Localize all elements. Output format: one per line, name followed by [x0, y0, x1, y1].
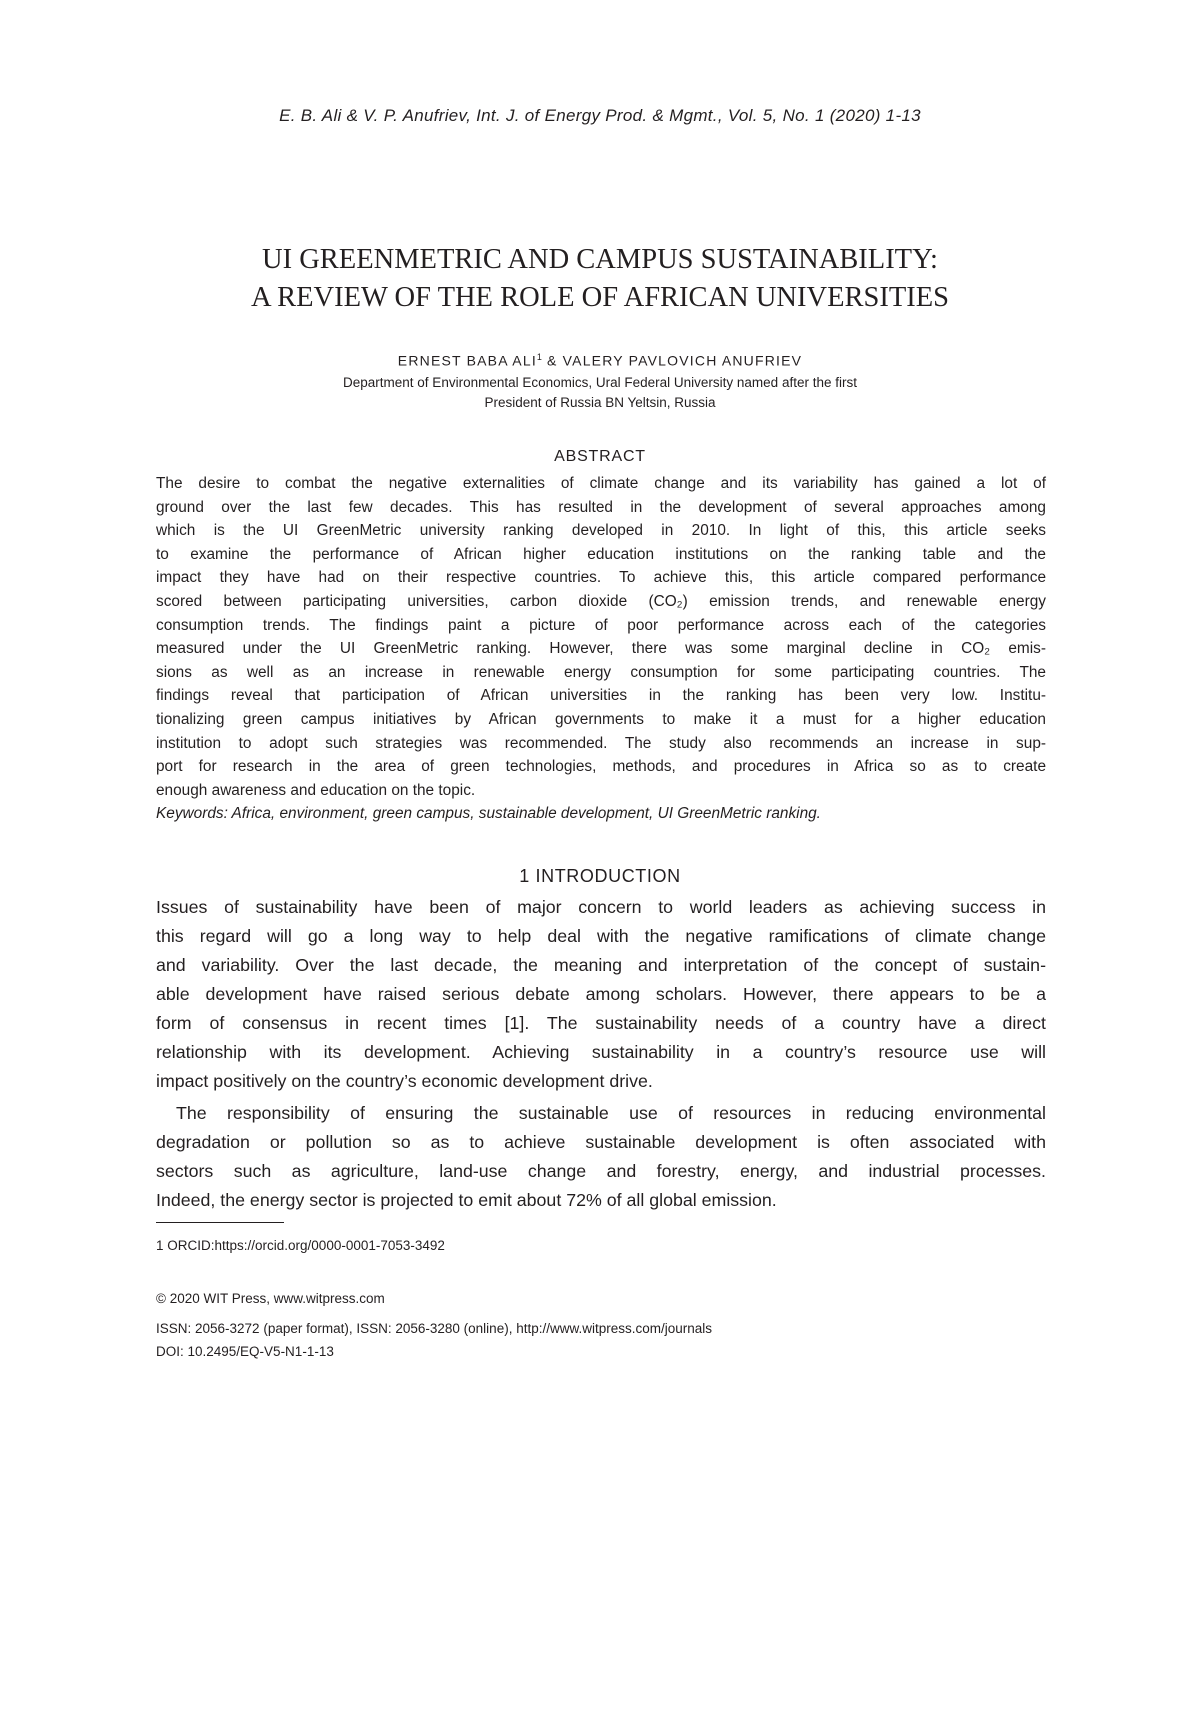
abstract-line: sions as well as an increase in renewable energy consumption for some participating countries. The [156, 663, 1046, 681]
issn-line: ISSN: 2056-3272 (paper format), ISSN: 2056-3280 (online), http://www.witpress.com/journals [156, 1320, 713, 1336]
title-line-1: UI GREENMETRIC AND CAMPUS SUSTAINABILITY: [262, 244, 938, 275]
abstract-line: to examine the performance of African higher education institutions on the ranking table and the [156, 545, 1046, 563]
abstract-line: measured under the UI GreenMetric ranking. However, there was some marginal decline in CO₂ emis- [156, 640, 1046, 658]
abstract-line: port for research in the area of green technologies, methods, and procedures in Africa so as to create [156, 758, 1046, 776]
abstract-line: impact they have had on their respective countries. To achieve this, this article compared performance [156, 569, 1046, 587]
body-line: relationship with its development. Achieving sustainability in a country’s resource use will [156, 1042, 1046, 1062]
title-line-2: A REVIEW OF THE ROLE OF AFRICAN UNIVERSITIES [250, 282, 949, 313]
affiliation-line-1: Department of Environmental Economics, Ural Federal University named after the first [343, 375, 857, 390]
abstract-line: enough awareness and education on the topic. [156, 781, 476, 799]
paper-title [150, 241, 1050, 317]
body-line: and variability. Over the last decade, the meaning and interpretation of the concept of sustain- [156, 955, 1046, 975]
body-line: form of consensus in recent times [1]. The sustainability needs of a country have a direct [156, 1013, 1046, 1033]
keywords: Keywords: Africa, environment, green campus, sustainable development, UI GreenMetric ranking. [156, 805, 821, 823]
abstract-line: institution to adopt such strategies was recommended. The study also recommends an increase in sup- [156, 734, 1046, 752]
body-line: sectors such as agriculture, land-use change and forestry, energy, and industrial processes. [156, 1161, 1046, 1181]
abstract-heading: ABSTRACT [554, 448, 646, 465]
copyright-line: © 2020 WIT Press, www.witpress.com [156, 1291, 385, 1306]
body-line: this regard will go a long way to help deal with the negative ramifications of climate change [156, 926, 1046, 946]
affiliation [150, 373, 1050, 413]
body-line: Indeed, the energy sector is projected to emit about 72% of all global emission. [156, 1190, 777, 1210]
author-2: & VALERY PAVLOVICH ANUFRIEV [541, 352, 803, 369]
abstract-line: findings reveal that participation of African universities in the ranking has been very low. Institu- [156, 687, 1046, 705]
introduction-paragraph-2 [156, 1099, 1046, 1215]
body-line: degradation or pollution so as to achieve sustainable development is often associated with [156, 1132, 1046, 1152]
doi-line: DOI: 10.2495/EQ-V5-N1-1-13 [156, 1344, 334, 1359]
body-line: Issues of sustainability have been of major concern to world leaders as achieving success in [156, 897, 1046, 917]
running-header: E. B. Ali & V. P. Anufriev, Int. J. of Energy Prod. & Mgmt., Vol. 5, No. 1 (2020) 1-13 [279, 106, 921, 125]
abstract-line: which is the UI GreenMetric university ranking developed in 2010. In light of this, this article seeks [156, 522, 1046, 540]
affiliation-line-2: President of Russia BN Yeltsin, Russia [484, 395, 716, 410]
body-line: able development have raised serious debate among scholars. However, there appears to be a [156, 984, 1046, 1004]
author-1: ERNEST BABA ALI [397, 352, 537, 369]
footnote-divider [156, 1222, 284, 1223]
abstract-line: consumption trends. The findings paint a picture of poor performance across each of the categories [156, 616, 1046, 634]
abstract-line: The desire to combat the negative externalities of climate change and its variability has gained a lot of [156, 475, 1046, 492]
abstract-line: tionalizing green campus initiatives by African governments to make it a must for a higher education [156, 710, 1046, 728]
publication-footer [156, 1287, 712, 1364]
abstract-line: ground over the last few decades. This has resulted in the development of several approaches among [156, 498, 1046, 516]
abstract-body [156, 472, 1046, 826]
abstract-line: scored between participating universities, carbon dioxide (CO₂) emission trends, and renewable energy [156, 592, 1046, 610]
introduction-paragraph-1 [156, 893, 1046, 1096]
author-1-footnote-marker: 1 [536, 352, 542, 362]
footnote-orcid: 1 ORCID:https://orcid.org/0000-0001-7053-3492 [156, 1238, 445, 1253]
body-line: The responsibility of ensuring the sustainable use of resources in reducing environmental [176, 1103, 1046, 1123]
section-heading-introduction: 1 INTRODUCTION [519, 866, 681, 886]
body-line: impact positively on the country’s economic development drive. [156, 1071, 653, 1091]
author-list [150, 352, 1050, 369]
